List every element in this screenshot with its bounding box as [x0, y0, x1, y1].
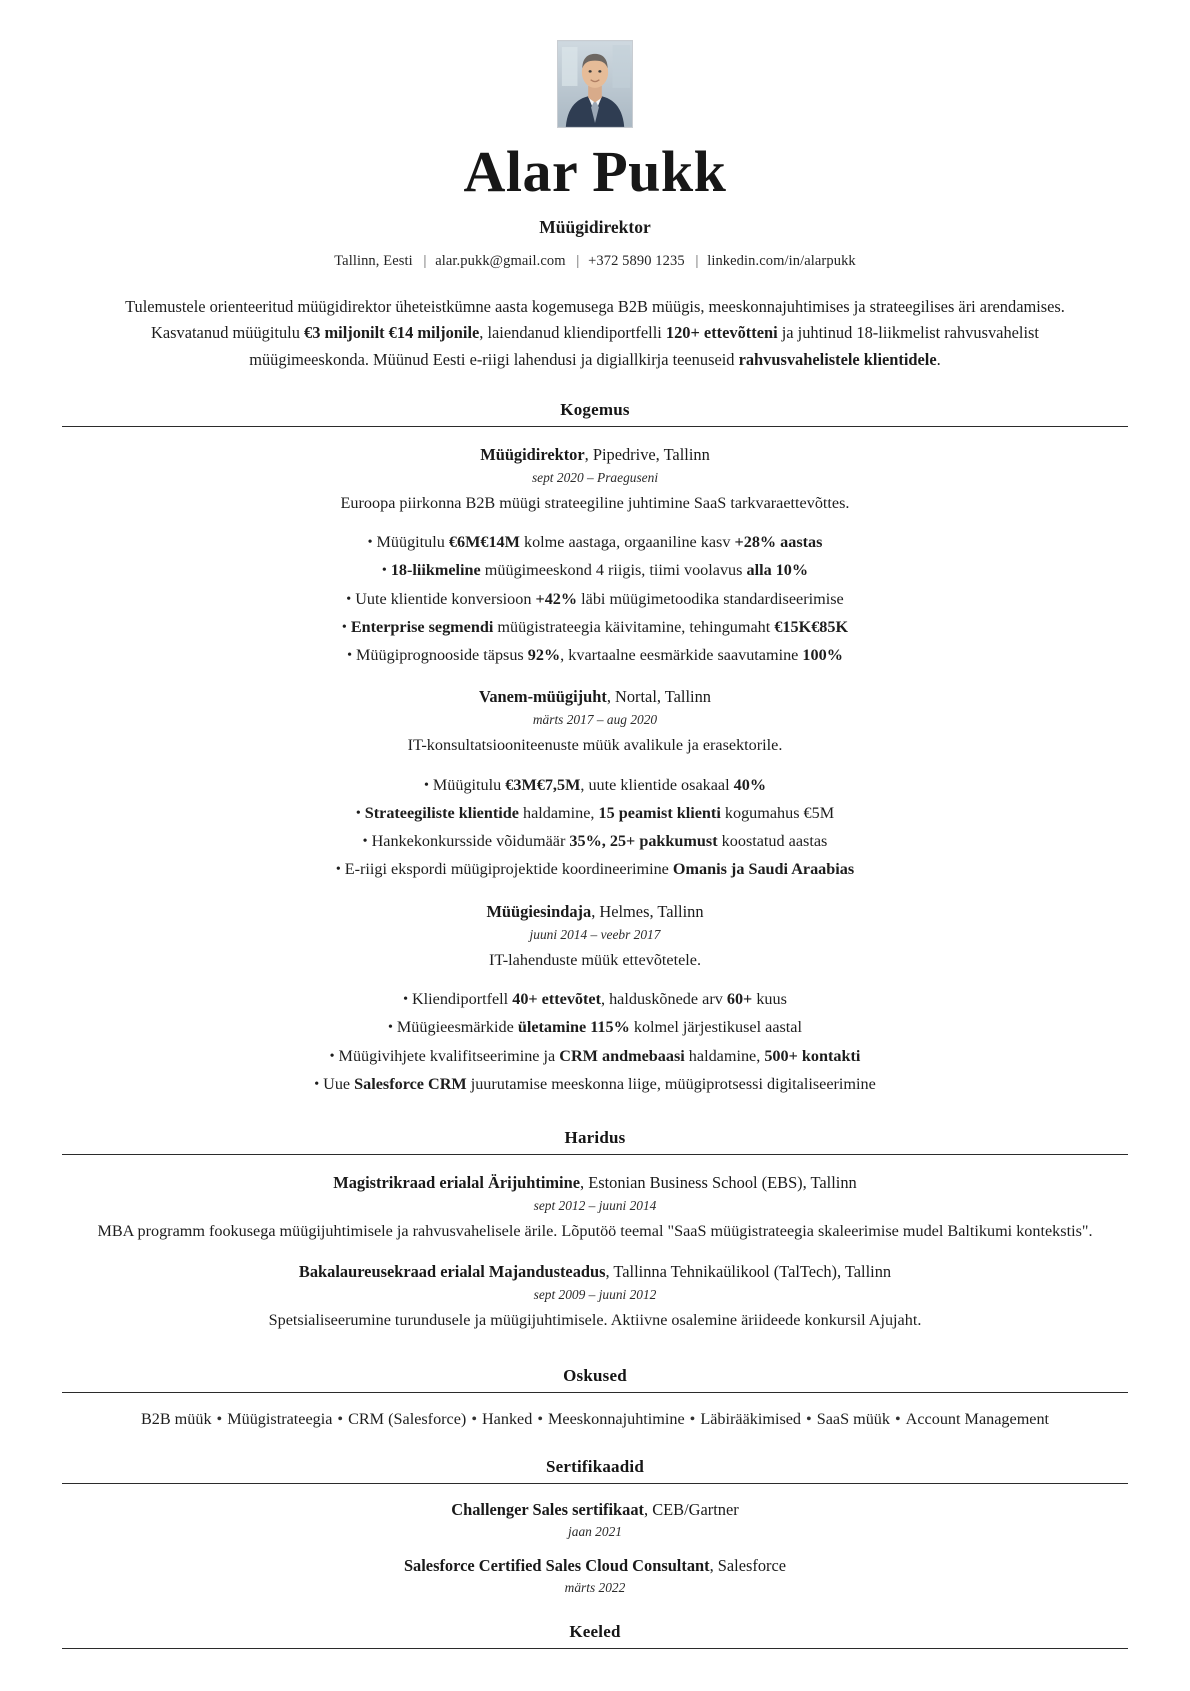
bullet-highlight: ületamine 115%: [517, 1018, 630, 1037]
certificate-header: [62, 1556, 1128, 1576]
certificate-issuer: , Salesforce: [709, 1556, 787, 1576]
bullet-dot-icon: •: [314, 1076, 320, 1092]
bullet-dot-icon: •: [347, 648, 353, 663]
education-school: , Tallinna Tehnikaülikool (TalTech), Tallinn: [605, 1261, 892, 1281]
bullet-item: [62, 585, 1128, 613]
entry-role: Müügidirektor: [480, 444, 585, 464]
bullet-text: kogumahus €5M: [720, 804, 835, 822]
certificate-name: Salesforce Certified Sales Cloud Consultant: [403, 1556, 710, 1576]
section-title-languages: Keeled: [569, 1622, 621, 1642]
section-divider: [62, 1648, 1128, 1649]
education-degree: Magistrikraad erialal Ärijuhtimine: [333, 1172, 580, 1192]
bullet-highlight: +42%: [535, 589, 578, 608]
bullet-highlight: Strateegiliste klientide: [364, 804, 519, 822]
bullet-highlight: 40%: [733, 775, 767, 794]
bullet-highlight: Salesforce CRM: [354, 1074, 467, 1093]
bullet-item: [62, 855, 1128, 883]
entry-dates: sept 2020 – Praeguseni: [531, 469, 659, 485]
bullet-text: koostatud aastas: [717, 832, 828, 851]
bullet-text: kolmel järjestikusel aastal: [629, 1018, 802, 1037]
bullet-dot-icon: •: [388, 1020, 393, 1036]
skill-item: B2B müük: [140, 1410, 212, 1429]
bullet-highlight: 500+ kontakti: [764, 1046, 861, 1065]
skill-item: CRM (Salesforce): [348, 1410, 467, 1429]
bullet-item: [62, 641, 1128, 669]
skill-separator: •: [895, 1410, 901, 1429]
section-title-education: Haridus: [564, 1127, 626, 1147]
contact-phone[interactable]: +372 5890 1235: [588, 252, 685, 269]
bullet-item: [62, 827, 1128, 855]
entry-description: IT-konsultatsiooniteenuste müük avalikule ja erasektorile.: [407, 736, 783, 755]
section-certificates: [62, 1457, 1128, 1596]
entry-header: [62, 1261, 1128, 1283]
bullet-text: läbi müügimetoodika standardiseerimise: [577, 589, 844, 608]
bullet-dot-icon: •: [335, 862, 341, 878]
page-title: Alar Pukk: [463, 139, 727, 204]
bullet-text: müügimeeskond 4 riigis, tiimi voolavus: [480, 561, 747, 580]
bullet-highlight: CRM andmebaasi: [559, 1046, 685, 1065]
contact-separator: |: [576, 252, 580, 269]
bullet-dot-icon: •: [381, 563, 387, 579]
contact-linkedin[interactable]: linkedin.com/in/alarpukk: [707, 252, 856, 269]
section-languages: [62, 1622, 1128, 1649]
entry-header: [62, 1172, 1128, 1194]
bullet-highlight: 15 peamist klienti: [598, 804, 721, 822]
bullet-dot-icon: •: [355, 806, 361, 821]
bullet-text: haldamine,: [684, 1046, 765, 1065]
certificate-entry: [62, 1556, 1128, 1596]
contact-line: [62, 253, 1128, 270]
bullet-text: kolme aastaga, orgaaniline kasv: [519, 533, 735, 552]
entry-description: MBA programm fookusega müügijuhtimisele ja rahvusvahelisele ärile. Lõputöö teemal "SaaS müügistrateegia skaleerimise mudel Baltikumi kontekstis".: [97, 1222, 1093, 1241]
bullet-text: Kliendiportfell: [411, 990, 513, 1009]
summary-text-4: .: [936, 350, 941, 370]
bullet-text: Müügitulu: [432, 775, 506, 794]
education-entry: [62, 1172, 1128, 1244]
entry-description: Spetsialiseerumine turundusele ja müügijuhtimisele. Aktiivne osalemine äriideede konkursil Ajujaht.: [268, 1310, 922, 1329]
bullet-highlight: 60+: [726, 990, 753, 1009]
education-list: [62, 1172, 1128, 1332]
bullet-text: , kvartaalne eesmärkide saavutamine: [560, 646, 803, 664]
skill-item: Account Management: [905, 1410, 1050, 1429]
bullet-dot-icon: •: [329, 1048, 335, 1064]
entry-dates: juuni 2014 – veebr 2017: [529, 926, 661, 942]
skill-separator: •: [216, 1410, 223, 1429]
section-title-skills: Oskused: [563, 1366, 627, 1386]
bullet-item: [62, 1042, 1128, 1070]
section-divider: [62, 1392, 1128, 1393]
job-title: Müügidirektor: [539, 216, 651, 237]
contact-email[interactable]: alar.pukk@gmail.com: [435, 252, 566, 269]
bullet-text: Uute klientide konversioon: [355, 589, 536, 608]
certificate-header: [62, 1500, 1128, 1520]
certificates-list: [62, 1500, 1128, 1596]
bullet-dot-icon: •: [362, 834, 368, 850]
bullet-highlight: Enterprise segmendi: [350, 617, 494, 636]
entry-dates: märts 2017 – aug 2020: [532, 712, 658, 728]
bullet-text: E-riigi ekspordi müügiprojektide koordineerimine: [344, 860, 673, 879]
section-experience: [62, 400, 1128, 1098]
bullet-dot-icon: •: [423, 777, 429, 793]
section-education: [62, 1128, 1128, 1332]
skill-item: Hanked: [481, 1410, 533, 1429]
resume-header: [62, 40, 1128, 270]
summary-text-3: ja juhtinud 18-liikmelist rahvusvahelist müügimeeskonda. Müünud Eesti e-riigi lahendusi ja digiallkirja teenuseid: [249, 323, 1039, 370]
certificate-date: märts 2022: [564, 1580, 626, 1596]
entry-role: Müügiesindaja: [486, 901, 592, 921]
bullet-highlight: 40+ ettevõtet: [512, 990, 601, 1009]
certificate-entry: [62, 1500, 1128, 1540]
avatar: [557, 40, 633, 128]
experience-entry: [62, 686, 1128, 883]
bullet-highlight: €3M€7,5M: [505, 775, 581, 794]
summary-text-2: , laiendanud kliendiportfelli: [479, 323, 666, 343]
entry-header: [62, 444, 1128, 466]
bullet-highlight: 92%: [527, 646, 561, 664]
certificate-issuer: , CEB/Gartner: [644, 1500, 739, 1520]
bullet-dot-icon: •: [403, 992, 408, 1008]
bullet-dot-icon: •: [367, 535, 373, 551]
bullet-highlight: €15K€85K: [774, 617, 849, 636]
section-divider: [62, 1483, 1128, 1484]
entry-bullets: [62, 985, 1128, 1098]
bullet-item: [62, 556, 1128, 584]
entry-dates: sept 2009 – juuni 2012: [533, 1286, 657, 1302]
bullet-item: [62, 799, 1128, 827]
section-skills: [62, 1366, 1128, 1433]
bullet-text: haldamine,: [518, 804, 599, 822]
bullet-text: müügistrateegia käivitamine, tehingumaht: [493, 617, 775, 636]
bullet-text: Uue: [323, 1074, 355, 1093]
bullet-text: , uute klientide osakaal: [580, 775, 734, 794]
bullet-text: Hankekonkursside võidumäär: [371, 832, 570, 851]
summary-highlight-clients: 120+ ettevõtteni: [665, 323, 778, 343]
portrait-photo-icon: [558, 41, 632, 127]
skill-item: Müügistrateegia: [227, 1410, 333, 1429]
experience-entry: [62, 444, 1128, 670]
bullet-text: , halduskõnede arv: [600, 990, 727, 1009]
skill-separator: •: [337, 1410, 344, 1429]
bullet-text: Müügivihjete kvalifitseerimine ja: [338, 1046, 560, 1065]
entry-description: IT-lahenduste müük ettevõtetele.: [488, 950, 702, 969]
skill-item: SaaS müük: [816, 1410, 890, 1429]
contact-separator: |: [423, 252, 427, 269]
entry-description: Euroopa piirkonna B2B müügi strateegiline juhtimine SaaS tarkvaraettevõttes.: [340, 493, 850, 512]
bullet-dot-icon: •: [341, 619, 347, 635]
entry-header: [62, 901, 1128, 923]
profile-summary: [99, 294, 1091, 374]
bullet-highlight: 100%: [802, 646, 843, 664]
certificate-date: jaan 2021: [568, 1524, 622, 1540]
bullet-item: [62, 528, 1128, 556]
bullet-text: kuus: [752, 990, 787, 1009]
skill-separator: •: [806, 1410, 812, 1429]
summary-highlight-revenue: €3 miljonilt €14 miljonile: [304, 323, 480, 343]
bullet-item: [62, 985, 1128, 1013]
education-school: , Estonian Business School (EBS), Tallinn: [580, 1172, 857, 1192]
bullet-item: [62, 613, 1128, 641]
bullet-highlight: 18-liikmeline: [390, 561, 481, 580]
entry-dates: sept 2012 – juuni 2014: [533, 1198, 657, 1214]
contact-separator: |: [695, 252, 699, 269]
bullet-item: [62, 771, 1128, 799]
education-degree: Bakalaureusekraad erialal Majandusteadus: [298, 1261, 606, 1281]
skill-separator: •: [537, 1410, 543, 1429]
bullet-item: [62, 1013, 1128, 1041]
summary-text-1: Tulemustele orienteeritud müügidirektor üheteistkümne aasta kogemusega B2B müügis, meeskonnajuhtimises ja strateegilises äri arendamises. Kasvatanud müügitulu: [125, 296, 1065, 343]
section-divider: [62, 1154, 1128, 1155]
bullet-highlight: Omanis ja Saudi Araabias: [672, 860, 855, 879]
skill-separator: •: [471, 1410, 477, 1429]
experience-entry: [62, 901, 1128, 1098]
bullet-text: Müügiprognooside täpsus: [356, 646, 528, 664]
entry-bullets: [62, 771, 1128, 884]
skills-list: [62, 1407, 1128, 1433]
entry-organization: , Helmes, Tallinn: [591, 901, 704, 921]
education-entry: [62, 1261, 1128, 1333]
entry-bullets: [62, 528, 1128, 669]
section-title-certificates: Sertifikaadid: [545, 1457, 644, 1477]
contact-location: Tallinn, Eesti: [334, 252, 413, 269]
bullet-item: [62, 1070, 1128, 1098]
bullet-highlight: alla 10%: [746, 561, 809, 580]
section-title-experience: Kogemus: [560, 399, 630, 419]
skill-separator: •: [689, 1410, 696, 1429]
bullet-text: juurutamise meeskonna liige, müügiprotsessi digitaliseerimine: [466, 1074, 876, 1093]
experience-list: [62, 444, 1128, 1098]
summary-highlight-international: rahvusvahelistele klientidele: [738, 350, 937, 370]
entry-role: Vanem-müügijuht: [479, 687, 607, 707]
certificate-name: Challenger Sales sertifikaat: [451, 1500, 645, 1520]
entry-organization: , Pipedrive, Tallinn: [584, 444, 710, 464]
bullet-dot-icon: •: [346, 591, 352, 607]
bullet-text: Müügieesmärkide: [396, 1018, 518, 1037]
section-divider: [62, 426, 1128, 427]
entry-organization: , Nortal, Tallinn: [606, 687, 711, 707]
entry-header: [62, 686, 1128, 708]
bullet-highlight: 35%, 25+ pakkumust: [569, 832, 718, 851]
skill-item: Läbirääkimised: [700, 1410, 802, 1429]
bullet-highlight: €6M€14M: [448, 533, 520, 552]
bullet-text: Müügitulu: [376, 533, 449, 552]
bullet-highlight: +28% aastas: [734, 533, 823, 552]
skill-item: Meeskonnajuhtimine: [548, 1410, 685, 1429]
